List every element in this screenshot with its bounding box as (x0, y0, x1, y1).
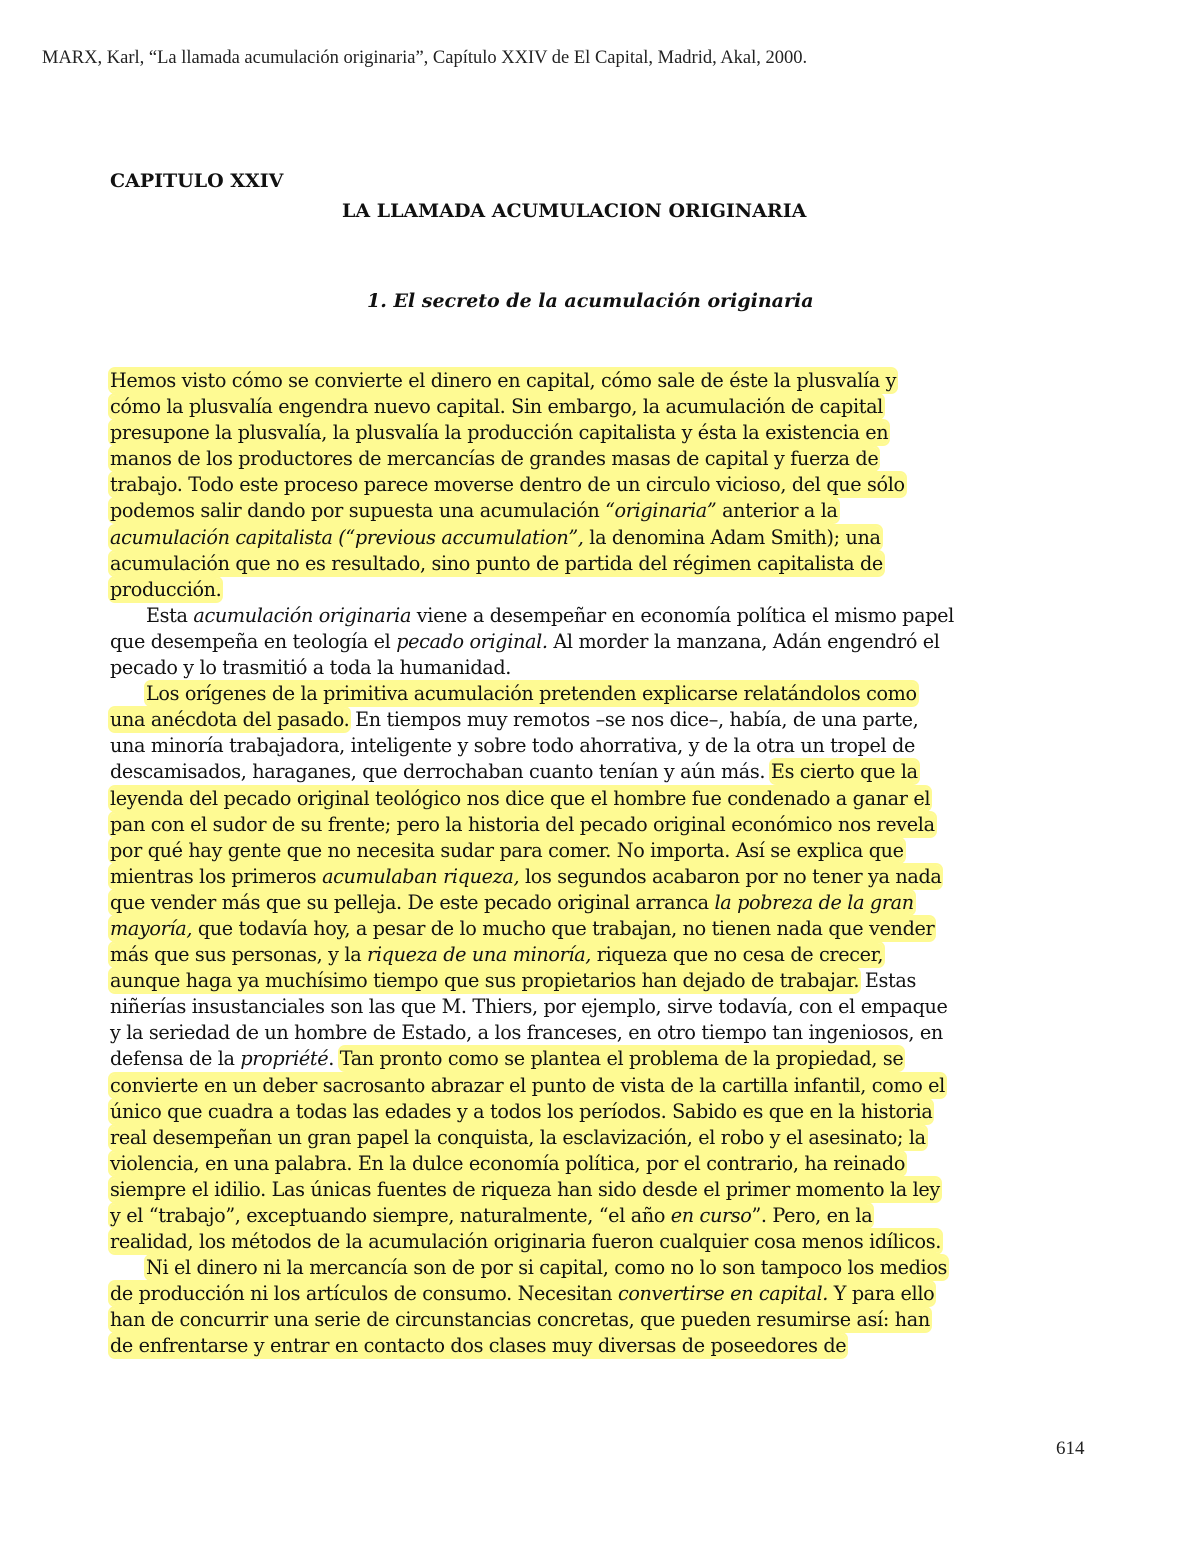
text-run: pecado y lo trasmitió a toda la humanidad. (110, 656, 512, 680)
highlighted-text: Los orígenes de la primitiva acumulación pretenden explicarse relatándolos como (146, 682, 917, 706)
text-run: más que sus personas, y la (110, 943, 368, 967)
italic-text: mayoría, (110, 916, 193, 940)
highlighted-text (110, 917, 934, 940)
text-run: y la seriedad de un hombre de Estado, a los franceses, en otro tiempo tan ingeniosos, en (110, 1021, 943, 1045)
highlighted-text: trabajo. Todo este proceso parece moverse dentro de un circulo vicioso, del que sólo (110, 473, 905, 497)
text-line (110, 577, 1095, 603)
text-line (110, 472, 1095, 498)
text-line (110, 1229, 1095, 1255)
highlighted-text: han de concurrir una serie de circunstancias concretas, que pueden resumirse así: han (110, 1308, 930, 1332)
text-run: riqueza que no cesa de crecer, (591, 943, 884, 967)
text-line (110, 1203, 1095, 1229)
italic-text: “originaria” (605, 499, 717, 523)
italic-text: convertirse en capital. (617, 1282, 829, 1306)
italic-text: acumulaban riqueza, (322, 864, 520, 888)
highlighted-text: pan con el sudor de su frente; pero la historia del pecado original económico nos revela (110, 812, 935, 836)
text-line (110, 759, 1095, 785)
text-line (110, 838, 1095, 864)
highlighted-text (110, 865, 941, 888)
highlighted-text (110, 891, 914, 914)
text-run: ”. Pero, en la (751, 1204, 873, 1227)
text-run: . (328, 1047, 340, 1071)
text-run: de producción ni los artículos de consumo. Necesitan (110, 1282, 618, 1306)
text-line (110, 551, 1095, 577)
text-run: que desempeña en teología el (110, 629, 397, 653)
italic-text: en curso (670, 1204, 752, 1227)
text-line (110, 786, 1095, 812)
text-run: defensa de la (110, 1047, 241, 1071)
text-run: la denomina Adam Smith); una (583, 525, 881, 549)
text-line (110, 1307, 1095, 1333)
text-line (110, 498, 1095, 524)
text-line (110, 733, 1095, 759)
text-line (110, 1073, 1095, 1099)
text-run: mientras los primeros (110, 864, 323, 888)
chapter-number: CAPITULO XXIV (110, 170, 284, 192)
text-line (110, 890, 1095, 916)
highlighted-text: Ni el dinero ni la mercancía son de por si capital, como no lo son tampoco los medios (146, 1256, 948, 1280)
text-run: niñerías insustanciales son las que M. Thiers, por ejemplo, sirve todavía, con el empaque (110, 995, 948, 1019)
text-line (110, 812, 1095, 838)
text-line (110, 1151, 1095, 1177)
highlighted-text: Es cierto que la (770, 760, 918, 784)
text-line (110, 707, 1095, 733)
text-line (110, 525, 1095, 551)
highlighted-text: único que cuadra a todas las edades y a todos los períodos. Sabido es que en la historia (110, 1099, 933, 1123)
text-line (110, 1281, 1095, 1307)
text-line (110, 655, 1095, 681)
citation-header: MARX, Karl, “La llamada acumulación originaria”, Capítulo XXIV de El Capital, Madrid, Akal, 2000. (42, 48, 808, 68)
text-line (110, 916, 1095, 942)
text-line (110, 1333, 1095, 1359)
highlighted-text: manos de los productores de mercancías de grandes masas de capital y fuerza de (110, 447, 879, 471)
text-run: descamisados, haraganes, que derrochaban cuanto tenían y aún más. (110, 760, 771, 784)
highlighted-text (110, 943, 883, 966)
text-line (110, 446, 1095, 472)
highlighted-text: presupone la plusvalía, la plusvalía la producción capitalista y ésta la existencia en (110, 421, 889, 445)
text-run: los segundos acabaron por no tener ya nada (519, 864, 942, 888)
text-line (110, 629, 1095, 655)
text-line (110, 420, 1095, 446)
italic-text: la pobreza de la gran (714, 890, 914, 914)
text-run: En tiempos muy remotos –se nos dice–, había, de una parte, (349, 708, 919, 732)
text-run: que todavía hoy, a pesar de lo mucho que trabajan, no tienen nada que vender (192, 916, 935, 940)
text-line (110, 394, 1095, 420)
highlighted-text: leyenda del pecado original teológico nos dice que el hombre fue condenado a ganar el (110, 786, 931, 810)
highlighted-text: aunque haga ya muchísimo tiempo que sus propietarios han dejado de trabajar. (110, 969, 860, 993)
text-run: Esta (146, 603, 194, 627)
text-line (110, 994, 1095, 1020)
text-run: anterior a la (716, 499, 838, 523)
text-line (110, 1125, 1095, 1151)
highlighted-text (110, 526, 881, 549)
highlighted-text: siempre el idilio. Las únicas fuentes de riqueza han sido desde el primer momento la ley (110, 1177, 940, 1201)
highlighted-text: violencia, en una palabra. En la dulce economía política, por el contrario, ha reinado (110, 1151, 906, 1175)
text-line (110, 1255, 1095, 1281)
highlighted-text: real desempeñan un gran papel la conquista, la esclavización, el robo y el asesinato; la (110, 1125, 926, 1149)
text-run: Y para ello (828, 1282, 935, 1306)
text-run: una minoría trabajadora, inteligente y sobre todo ahorrativa, y de la otra un tropel de (110, 734, 915, 758)
text-run: podemos salir dando por supuesta una acumulación (110, 499, 606, 523)
section-title: 1. El secreto de la acumulación originaria (367, 290, 814, 312)
chapter-title: LA LLAMADA ACUMULACION ORIGINARIA (342, 200, 807, 222)
highlighted-text: de enfrentarse y entrar en contacto dos clases muy diversas de poseedores de (110, 1334, 847, 1358)
highlighted-text: Hemos visto cómo se convierte el dinero en capital, cómo sale de éste la plusvalía y (110, 369, 897, 392)
text-line (110, 968, 1095, 994)
highlighted-text: acumulación que no es resultado, sino punto de partida del régimen capitalista de (110, 551, 883, 575)
italic-text: pecado original. (396, 629, 548, 653)
highlighted-text: una anécdota del pasado. (110, 708, 350, 732)
highlighted-text: convierte en un deber sacrosanto abrazar el punto de vista de la cartilla infantil, como el (110, 1073, 945, 1097)
highlighted-text: Tan pronto como se plantea el problema de la propiedad, se (339, 1047, 904, 1071)
text-run: Estas (859, 969, 916, 993)
text-run: Al morder la manzana, Adán engendró el (547, 629, 940, 653)
text-line (110, 1046, 1095, 1072)
page-number: 614 (1056, 1438, 1085, 1459)
body-text (110, 368, 1095, 1360)
italic-text: riqueza de una minoría, (367, 943, 592, 967)
highlighted-text: cómo la plusvalía engendra nuevo capital. Sin embargo, la acumulación de capital (110, 395, 883, 419)
text-run: que vender más que su pelleja. De este pecado original arranca (110, 890, 715, 914)
highlighted-text: por qué hay gente que no necesita sudar para comer. No importa. Así se explica que (110, 838, 904, 862)
highlighted-text (110, 1204, 872, 1227)
italic-text: acumulación originaria (193, 603, 412, 627)
text-line (110, 681, 1095, 707)
highlighted-text: realidad, los métodos de la acumulación originaria fueron cualquier cosa menos idílicos. (110, 1230, 942, 1254)
text-line (110, 368, 1095, 394)
text-run: viene a desempeñar en economía política el mismo papel (411, 603, 954, 627)
italic-text: propriété (240, 1047, 329, 1071)
text-line (110, 1099, 1095, 1125)
italic-text: acumulación capitalista (“previous accumulation”, (110, 525, 584, 549)
text-line (110, 1177, 1095, 1203)
text-line (110, 942, 1095, 968)
text-line (110, 1020, 1095, 1046)
highlighted-text (110, 499, 838, 522)
text-run: y el “trabajo”, exceptuando siempre, naturalmente, “el año (110, 1204, 671, 1227)
highlighted-text: producción. (110, 577, 222, 601)
highlighted-text (110, 1282, 934, 1305)
text-line (110, 603, 1095, 629)
text-line (110, 864, 1095, 890)
